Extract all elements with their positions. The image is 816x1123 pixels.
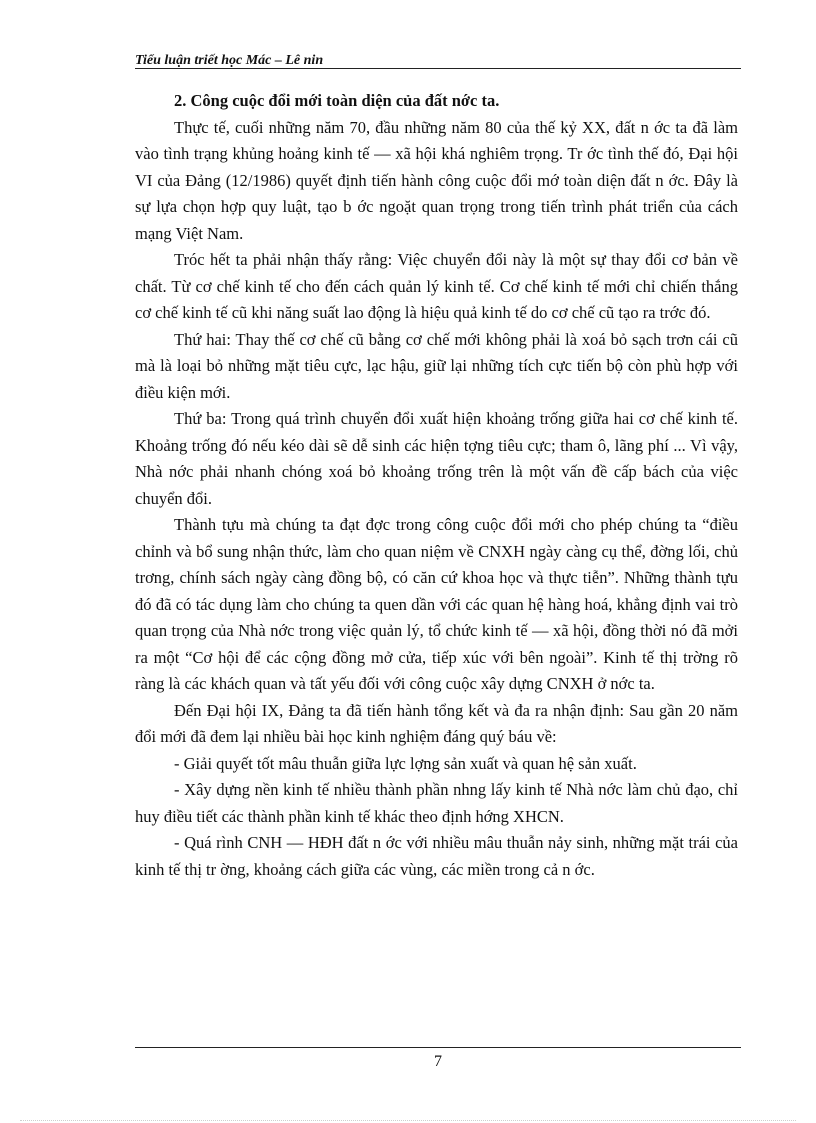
header-rule xyxy=(135,68,741,69)
page-edge-dots xyxy=(20,1120,796,1121)
list-item: - Giải quyết tốt mâu thuẫn giữa lực lợng sản xuất và quan hệ sản xuất. xyxy=(174,753,637,773)
page-body xyxy=(135,88,738,883)
page-number: 7 xyxy=(434,1053,442,1070)
paragraph: Thứ hai: Thay thế cơ chế cũ bằng cơ chế mới không phải là xoá bỏ sạch trơn cái cũ mà là loại bỏ những mặt tiêu cực, lạc hậu, giữ lại những tích cực tiến bộ còn phù hợp với điều kiện mới. xyxy=(135,329,738,402)
paragraph: Tróc hết ta phải nhận thấy rằng: Việc chuyển đổi này là một sự thay đổi cơ bản về chất. Từ cơ chế kinh tế cho đến cách quản lý kinh tế. Cơ chế kinh tế mới chỉ chiến thắng cơ chế kinh tế cũ khi năng suất lao động là hiệu quả kinh tế do cơ chế cũ tạo ra trớc đó. xyxy=(135,250,738,322)
list-item: - Quá rình CNH — HĐH đất n ớc với nhiều mâu thuẫn nảy sinh, những mặt trái của kinh tế thị tr ờng, khoảng cách giữa các vùng, các miền trong cả n ớc. xyxy=(135,833,738,879)
paragraph: Thực tế, cuối những năm 70, đầu những năm 80 của thế kỷ XX, đất n ớc ta đã làm vào tình trạng khủng hoảng kinh tế — xã hội khá nghiêm trọng. Tr ớc tình thế đó, Đại hội VI của Đảng (12/1986) quyết định tiến hành công cuộc đổi mớ toàn diện đất n ớc. Đây là sự lựa chọn hợp quy luật, tạo b ớc ngoặt quan trọng trong tiến trình phát triển của cách mạng Việt Nam. xyxy=(135,117,738,243)
paragraph: Thứ ba: Trong quá trình chuyển đổi xuất hiện khoảng trống giữa hai cơ chế kinh tế. Khoảng trống đó nếu kéo dài sẽ dễ sinh các hiện tợng tiêu cực; tham ô, lãng phí ... Vì vậy, Nhà nớc phải nhanh chóng xoá bỏ khoảng trống trên là một vấn đề cấp bách của việc chuyển đổi. xyxy=(135,409,738,508)
footer-rule xyxy=(135,1047,741,1048)
paragraph: Thành tựu mà chúng ta đạt đợc trong công cuộc đổi mới cho phép chúng ta “điều chỉnh và bổ sung nhận thức, làm cho quan niệm về CNXH ngày càng cụ thể, đờng lối, chủ trơng, chính sách ngày càng đồng bộ, có căn cứ khoa học và thực tiễn”. Những thành tựu đó đã có tác dụng làm cho chúng ta quen dần với các quan hệ hàng hoá, khẳng định vai trò quan trọng của Nhà nớc trong việc quản lý, tổ chức kinh tế — xã hội, đồng thời nó đã mởi ra một “Cơ hội để các cộng đồng mở cửa, tiếp xúc với bên ngoài”. Kinh tế thị trờng rõ ràng là các khách quan và tất yếu đối với công cuộc xây dựng CNXH ở nớc ta. xyxy=(135,515,738,693)
paragraph: Đến Đại hội IX, Đảng ta đã tiến hành tổng kết và đa ra nhận định: Sau gần 20 năm đổi mới đã đem lại nhiều bài học kinh nghiệm đáng quý báu về: xyxy=(135,700,738,746)
list-item: - Xây dựng nền kinh tế nhiều thành phần nhng lấy kinh tế Nhà nớc làm chủ đạo, chỉ huy điều tiết các thành phần kinh tế khác theo định hớng XHCN. xyxy=(135,780,738,826)
page-header xyxy=(135,52,741,70)
section-title: 2. Công cuộc đổi mới toàn diện của đất nớc ta. xyxy=(174,91,500,110)
header-title: Tiểu luận triết học Mác – Lê nin xyxy=(135,53,324,68)
